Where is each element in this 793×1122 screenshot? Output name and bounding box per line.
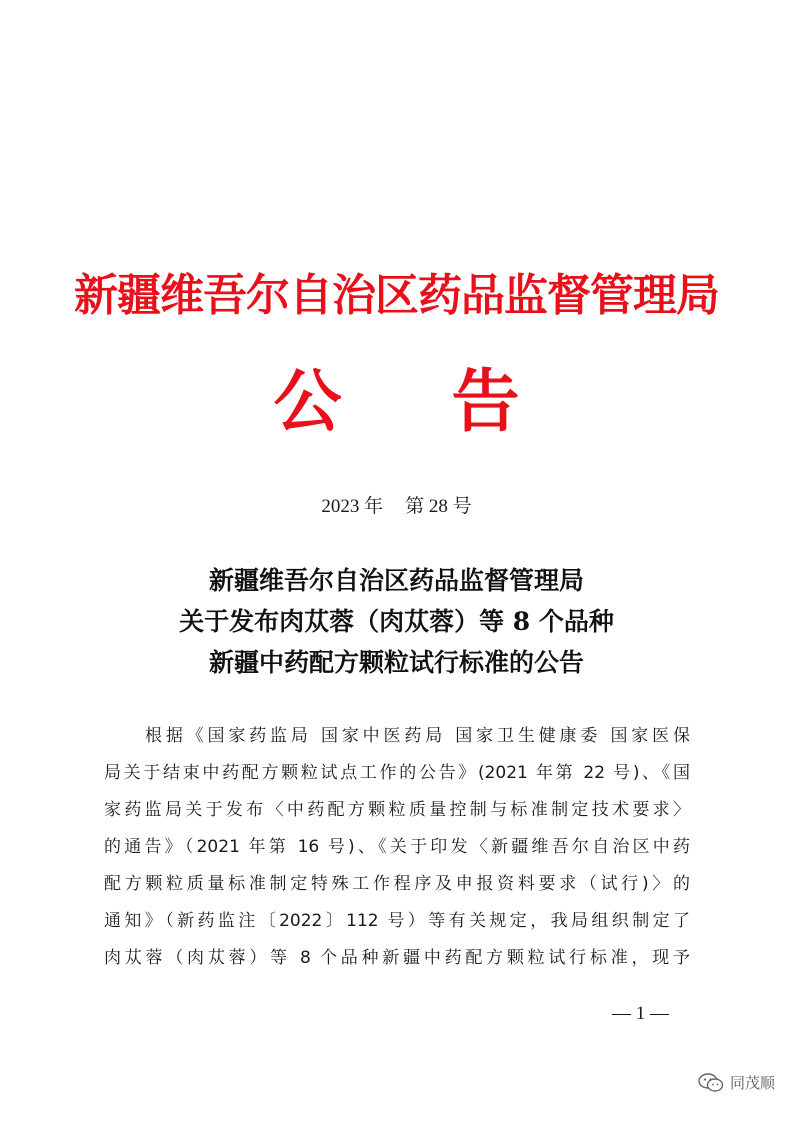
body-line: 配方颗粒质量标准制定特殊工作程序及申报资料要求（试行)〉的	[104, 874, 690, 894]
document-year: 2023 年	[321, 496, 384, 517]
notice-title	[0, 560, 793, 683]
document-issue-number: 第 28 号	[405, 496, 472, 517]
body-line: 的通告》（2021 年第 16 号)、《关于印发〈新疆维吾尔自治区中药	[104, 837, 690, 857]
page-number: — 1 —	[612, 1003, 669, 1024]
wechat-icon	[698, 1073, 724, 1093]
document-type-heading: 公告	[273, 362, 630, 442]
body-line: 局关于结束中药配方颗粒试点工作的公告》(2021 年第 22 号)、《国	[104, 763, 690, 783]
watermark	[698, 1072, 775, 1093]
document-number	[0, 493, 793, 521]
body-line: 肉苁蓉（肉苁蓉）等 8 个品种新疆中药配方颗粒试行标准，现予	[104, 948, 690, 968]
notice-title-line: 新疆中药配方颗粒试行标准的公告	[208, 648, 584, 677]
body-line: 家药监局关于发布〈中药配方颗粒质量控制与标准制定技术要求〉	[104, 800, 690, 820]
agency-title: 新疆维吾尔自治区药品监督管理局	[74, 270, 719, 321]
watermark-text: 同茂顺	[729, 1074, 775, 1092]
body-paragraph	[104, 718, 690, 977]
notice-title-line: 新疆维吾尔自治区药品监督管理局	[208, 566, 584, 595]
notice-title-line: 关于发布肉苁蓉（肉苁蓉）等 8 个品种	[179, 607, 614, 636]
body-line: 通知》（新药监注〔2022〕112 号）等有关规定，我局组织制定了	[104, 911, 690, 931]
body-line: 根据《国家药监局 国家中医药局 国家卫生健康委 国家医保	[145, 726, 690, 746]
